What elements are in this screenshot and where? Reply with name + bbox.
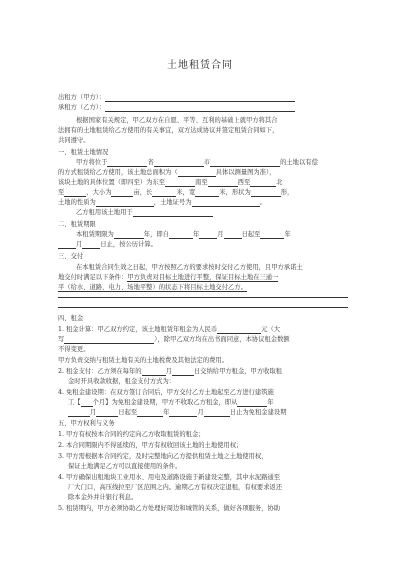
preamble-line-1: 根据国家有关规定，甲乙双方在自愿、平等、互利的基础上就甲方将其合 bbox=[76, 117, 278, 124]
section-3-heading: 三、交付 bbox=[58, 253, 84, 260]
s5-item-1: 1. 甲方有权按本合同的约定向乙方收取租赁的租金； bbox=[58, 431, 205, 438]
s1-text: 的土地以有偿 bbox=[280, 159, 318, 166]
party-a-line bbox=[58, 94, 295, 102]
s4-text: ），除甲乙双方均在出书面同意，本协议租金数额 bbox=[154, 336, 290, 343]
s4-free-period-line-3 bbox=[68, 409, 286, 417]
s1-text: 亩，长 bbox=[133, 189, 153, 196]
s5-item-4: 4. 甲方确保出租地块工业用水、用电及道路设施于新建设完整，其中水泥路通至 bbox=[58, 474, 281, 481]
s3-line-3 bbox=[58, 284, 247, 292]
s1-text: 西至 bbox=[237, 179, 251, 186]
east-blank[interactable] bbox=[165, 179, 195, 187]
section-5-heading: 五、甲方权利与义务 bbox=[58, 420, 115, 427]
s1-text: 。 bbox=[259, 199, 266, 206]
s2-term-line bbox=[76, 231, 291, 239]
start-year-blank[interactable] bbox=[169, 231, 193, 239]
s5-item-3: 3. 甲方需根据本合同约定，及时完整地向乙方提供租赁土地之土地使用权， bbox=[58, 453, 268, 460]
rent-words-blank[interactable] bbox=[64, 336, 154, 344]
s4-free-period-line: 4. 免租金建设期：在双方签订合同后，甲方交付乙方土地起至乙方进行建筑施 bbox=[58, 389, 274, 396]
s5-item-2: 2. 本合同期限内不得延续的，甲方有权收回该土地的土地使用权； bbox=[58, 442, 243, 449]
s4-rent-line bbox=[58, 326, 280, 334]
s3-condition-text: 甲方负责对目标土地进行平整，保证目标土地在三通一 bbox=[127, 274, 279, 281]
south-blank[interactable] bbox=[208, 179, 238, 187]
use-blank[interactable] bbox=[133, 209, 213, 217]
s4-free-period-line-2 bbox=[68, 399, 274, 407]
s1-location-line bbox=[76, 159, 318, 167]
party-b-label: 承租方（乙方）： bbox=[58, 104, 106, 111]
s4-text: 个月】为免租金建设期，甲方不收取乙方租金，即从 bbox=[92, 399, 238, 406]
s2-text: 年，即自 bbox=[143, 231, 169, 238]
party-b-line bbox=[58, 104, 295, 112]
party-b-blank[interactable] bbox=[105, 104, 295, 112]
s1-text: 至 bbox=[58, 189, 65, 196]
s3-line-2 bbox=[58, 274, 278, 282]
length-blank[interactable] bbox=[152, 189, 176, 197]
s1-text: 具体以测量图为准）， bbox=[215, 169, 276, 176]
free-months-blank[interactable] bbox=[81, 399, 93, 407]
s1-text: 形， bbox=[280, 189, 294, 196]
s1-text: ，土地证号为 bbox=[153, 199, 192, 206]
s4-tax-line: 甲方负责交纳与租赁土地有关的土地税费及其他法定的费用。 bbox=[58, 357, 229, 364]
pay-month-blank[interactable] bbox=[142, 368, 166, 376]
section-divider bbox=[58, 307, 348, 308]
s4-text: 年 bbox=[163, 409, 170, 416]
s4-text: 日起至 bbox=[118, 409, 138, 416]
start-month-blank[interactable] bbox=[199, 231, 217, 239]
certificate-blank[interactable] bbox=[192, 199, 260, 207]
s4-payment-line bbox=[58, 368, 282, 376]
section-1-heading: 一、租赁土地情况 bbox=[58, 149, 109, 156]
s2-text: 年 bbox=[284, 231, 291, 238]
free-end-month-blank[interactable] bbox=[169, 409, 197, 417]
s5-item-5: 5. 租赁期内，甲方必须协助乙方处理好周边和城管的关系，做好各项服务，协助 bbox=[58, 505, 281, 512]
free-end-year-blank[interactable] bbox=[137, 409, 163, 417]
free-end-day-blank[interactable] bbox=[204, 409, 230, 417]
city-blank[interactable] bbox=[154, 159, 204, 167]
s1-text: 的方式租赁给乙方使用，该土地总面积为（ bbox=[58, 169, 178, 176]
s1-text: 米，宽 bbox=[176, 189, 196, 196]
nature-blank[interactable] bbox=[96, 199, 154, 207]
s4-text: 月 bbox=[90, 409, 97, 416]
s3-condition-text: 平（给水、道路、电力、场地平整）的状态下将目标土地交付乙方。 bbox=[58, 284, 247, 291]
site-blank[interactable] bbox=[210, 159, 280, 167]
s5-item-4-cont-2: 除本金外并计银行利息。 bbox=[68, 494, 138, 501]
s4-text: 日止为免租金建设期 bbox=[229, 409, 287, 416]
s4-rent-line-3: 不得变更。 bbox=[58, 346, 90, 353]
area-blank[interactable] bbox=[178, 169, 216, 177]
term-years-blank[interactable] bbox=[114, 231, 144, 239]
s2-text: 日止，按公历计算。 bbox=[100, 241, 157, 248]
s4-text: 年 bbox=[267, 399, 274, 406]
s2-text: 本租赁期限为 bbox=[76, 231, 114, 238]
party-a-label: 出租方（甲方）： bbox=[58, 94, 106, 101]
s4-text: 月 bbox=[165, 368, 172, 375]
document-title: 土地租赁合同 bbox=[167, 60, 233, 71]
section-4-heading: 四、租金 bbox=[58, 315, 84, 322]
s1-text: 北 bbox=[276, 179, 283, 186]
s1-size-line bbox=[58, 189, 293, 197]
s5-item-3-cont: 保证土地满足乙方可以直接使用的条件。 bbox=[68, 463, 182, 470]
end-day-blank[interactable] bbox=[82, 241, 100, 249]
s2-text: 日起至 bbox=[241, 231, 261, 238]
s1-text: ，大小为 bbox=[86, 189, 112, 196]
s1-text: 市 bbox=[203, 159, 211, 166]
free-start-day-blank[interactable] bbox=[96, 409, 118, 417]
s1-bounds-line bbox=[58, 179, 283, 187]
end-month-blank[interactable] bbox=[58, 241, 76, 249]
preamble-line-2: 法拥有的土地租赁给乙方使用的有关事宜，双方达成协议并签定租赁合同如下， bbox=[58, 127, 279, 134]
s4-text: 月 bbox=[197, 409, 204, 416]
free-start-year-blank[interactable] bbox=[237, 399, 267, 407]
s4-payment-line-2: 金时开具收款收据，租金支付方式为： bbox=[68, 378, 176, 385]
s4-text: 1. 租金计算：甲乙双方约定，该土地租赁年租金为人民币 bbox=[58, 326, 218, 333]
section-2-heading: 二、租赁期限 bbox=[58, 221, 96, 228]
s1-area-line bbox=[58, 169, 275, 177]
party-a-blank[interactable] bbox=[105, 94, 295, 102]
s2-term-line-2 bbox=[58, 241, 157, 249]
s2-text: 月 bbox=[76, 241, 83, 248]
s1-text: 乙方租用该土地用于 bbox=[76, 209, 133, 216]
s1-text: 南至 bbox=[195, 179, 208, 186]
s4-text: 写 bbox=[58, 336, 65, 343]
s1-text: 省 bbox=[147, 159, 154, 166]
s5-item-4-cont: 厂大门口，高压线拉至厂区范围之内。逾期乙方有权决定退租，有权要求返还 bbox=[68, 484, 283, 491]
s1-text: 该块土地的具体位置（即四至）为东至 bbox=[58, 179, 166, 186]
s2-text: 月 bbox=[217, 231, 224, 238]
s3-line-1: 在本租赁合同生效之日起，甲方按照乙方的要求按时交付乙方使用，且甲方承诺土 bbox=[76, 264, 303, 271]
s1-text: 土地的性质为 bbox=[58, 199, 96, 206]
pay-day-blank[interactable] bbox=[172, 368, 194, 376]
mu-blank[interactable] bbox=[111, 189, 133, 197]
s1-use-line bbox=[76, 209, 213, 217]
s2-text: 年 bbox=[192, 231, 200, 238]
s3-text: 地交付时满足以下条件： bbox=[58, 274, 128, 281]
s4-text: 元（大 bbox=[261, 326, 281, 333]
s4-text: 日交纳给甲方租金，甲方收取租 bbox=[193, 368, 283, 375]
shape-blank[interactable] bbox=[251, 189, 281, 197]
west-blank[interactable] bbox=[250, 179, 276, 187]
s4-text: 2. 租金支付：乙方须在每年的 bbox=[58, 368, 142, 375]
province-blank[interactable] bbox=[107, 159, 147, 167]
s4-text: 工【 bbox=[68, 399, 81, 406]
preamble-line-3: 共同遵守。 bbox=[58, 137, 90, 144]
s1-text: 米，形状为 bbox=[219, 189, 251, 196]
north-blank[interactable] bbox=[64, 189, 86, 197]
s1-nature-line bbox=[58, 199, 266, 207]
s1-text: 甲方将位于 bbox=[76, 159, 108, 166]
section-divider bbox=[58, 297, 348, 298]
width-blank[interactable] bbox=[195, 189, 219, 197]
start-day-blank[interactable] bbox=[224, 231, 242, 239]
free-start-month-blank[interactable] bbox=[68, 409, 90, 417]
rent-amount-blank[interactable] bbox=[217, 326, 261, 334]
end-year-blank[interactable] bbox=[260, 231, 284, 239]
s4-rent-line-2 bbox=[58, 336, 290, 344]
